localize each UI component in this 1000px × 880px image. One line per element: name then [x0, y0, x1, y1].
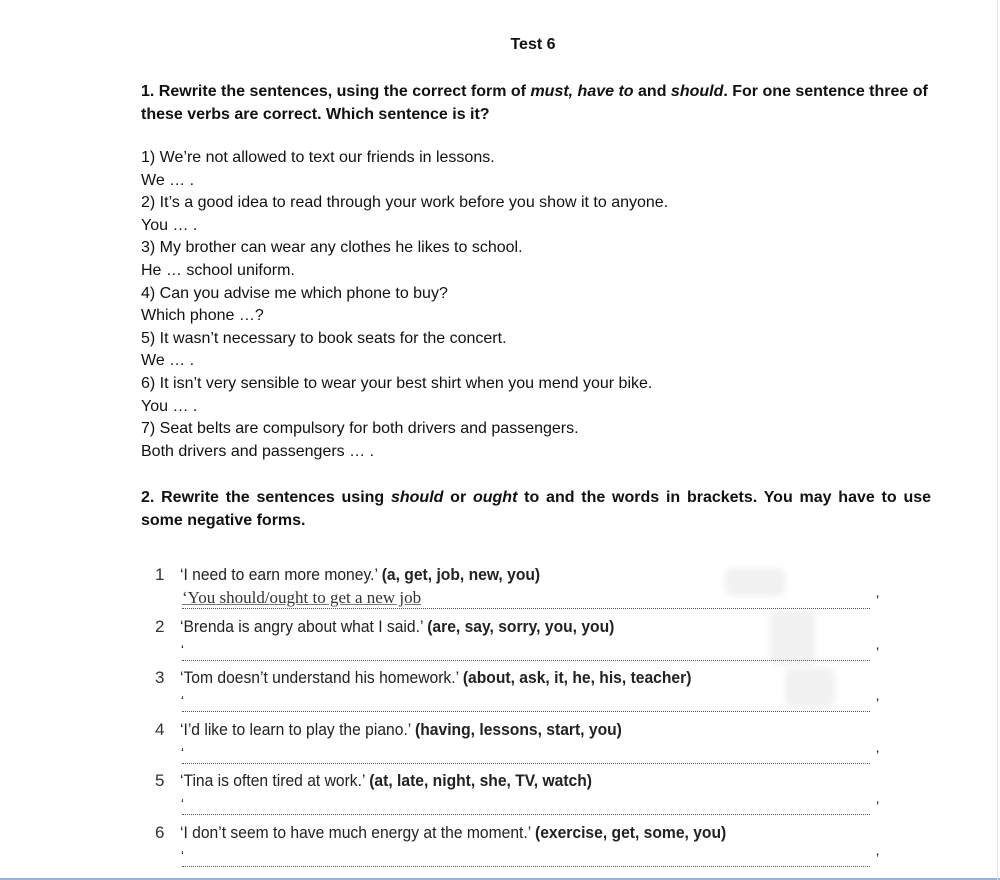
task1-rewrite-prompt: You … .: [141, 216, 198, 234]
task2-or: or: [443, 489, 473, 506]
item-bracket-words: (exercise, get, some, you): [534, 822, 727, 842]
task1-should: should: [670, 83, 724, 100]
item-number: 1: [155, 565, 165, 584]
closing-quote-mark: ’: [876, 849, 880, 866]
item-bracket-words: (are, say, sorry, you, you): [427, 616, 615, 636]
task1-rewrite-prompt: Both drivers and passengers … .: [141, 442, 375, 460]
task2-item: [155, 562, 890, 614]
task2-item: [155, 614, 890, 666]
task1-and: and: [633, 83, 671, 100]
item-number: 3: [155, 668, 165, 688]
task2-instruction: [141, 486, 931, 532]
task2-items: [155, 562, 890, 872]
task2-instruction-rest: to and the words in brackets. You may have to use some negative forms.: [141, 489, 932, 529]
item-prompt: [180, 565, 540, 585]
item-number: 2: [155, 616, 165, 636]
task1-rewrite-prompt: He … school uniform.: [141, 261, 295, 279]
answer-line[interactable]: [182, 650, 870, 661]
opening-quote-mark: ‘: [181, 744, 184, 760]
task2-item: [155, 768, 890, 820]
task1-sentence: 1) We’re not allowed to text our friends in lessons.: [141, 149, 495, 166]
opening-quote-mark: ‘: [181, 641, 184, 657]
item-quote: ‘Tom doesn’t understand his homework.’: [180, 668, 459, 688]
item-prompt: [180, 720, 622, 740]
task2-instruction-text: 2. Rewrite the sentences using: [141, 489, 391, 506]
task2-item: [155, 820, 890, 872]
opening-quote-mark: ‘: [181, 796, 184, 812]
task1-verbs: must, have to: [530, 83, 634, 100]
item-answer: ‘You should/ought to get a new job: [182, 588, 422, 607]
task2-item: [155, 717, 890, 769]
task1-instruction-rest: . For one sentence three of these verbs are correct. Which sentence is it?: [141, 83, 928, 123]
item-quote: ‘I need to earn more money.’: [180, 565, 378, 584]
task1-sentences: [141, 147, 668, 463]
item-quote: ‘Tina is often tired at work.’: [180, 771, 365, 791]
task2-ought: ought: [472, 489, 518, 506]
task1-rewrite-prompt: We … .: [141, 171, 195, 189]
answer-line[interactable]: [182, 804, 870, 815]
item-number: 4: [155, 719, 165, 739]
item-prompt: [180, 668, 691, 688]
item-quote: ‘I’d like to learn to play the piano.’: [180, 719, 411, 739]
task1-sentence: 4) Can you advise me which phone to buy?: [141, 284, 448, 302]
opening-quote-mark: ‘: [181, 847, 184, 863]
task1-rewrite-prompt: You … .: [141, 397, 198, 415]
closing-quote-mark: ’: [876, 643, 880, 660]
task2-item: [155, 665, 890, 717]
task1-sentence: 7) Seat belts are compulsory for both drivers and passengers.: [141, 420, 579, 438]
item-bracket-words: (a, get, job, new, you): [381, 565, 541, 584]
closing-quote-mark: ’: [876, 798, 880, 815]
task1-sentence: 2) It’s a good idea to read through your work before you show it to anyone.: [141, 194, 669, 212]
item-quote: ‘I don’t seem to have much energy at the moment.’: [180, 822, 531, 842]
item-prompt: [180, 823, 726, 843]
item-bracket-words: (having, lessons, start, you): [415, 719, 622, 739]
closing-quote-mark: ’: [876, 592, 880, 608]
task1-rewrite-prompt: Which phone …?: [141, 307, 264, 325]
item-prompt: [180, 617, 614, 637]
closing-quote-mark: ’: [876, 746, 880, 763]
item-bracket-words: (about, ask, it, he, his, teacher): [462, 668, 692, 688]
page-title: Test 6: [510, 36, 556, 53]
task1-instruction-text: 1. Rewrite the sentences, using the correct form of: [141, 83, 531, 100]
task2-should: should: [390, 489, 444, 506]
answer-line[interactable]: [182, 753, 870, 764]
task1-sentence: 6) It isn’t very sensible to wear your best shirt when you mend your bike.: [141, 374, 653, 392]
item-quote: ‘Brenda is angry about what I said.’: [180, 616, 423, 636]
item-bracket-words: (at, late, night, she, TV, watch): [369, 771, 592, 791]
item-prompt: [180, 771, 592, 791]
item-number: 5: [155, 771, 165, 791]
task1-sentence: 3) My brother can wear any clothes he likes to school.: [141, 239, 523, 257]
page-right-border: [997, 0, 998, 880]
opening-quote-mark: ‘: [181, 693, 184, 709]
answer-line[interactable]: [182, 701, 870, 712]
answer-line[interactable]: [182, 856, 870, 867]
task1-rewrite-prompt: We … .: [141, 352, 195, 370]
closing-quote-mark: ’: [876, 695, 880, 712]
item-number: 6: [155, 822, 165, 842]
task1-sentence: 5) It wasn’t necessary to book seats for the concert.: [141, 329, 507, 347]
task1-instruction: [141, 80, 931, 126]
